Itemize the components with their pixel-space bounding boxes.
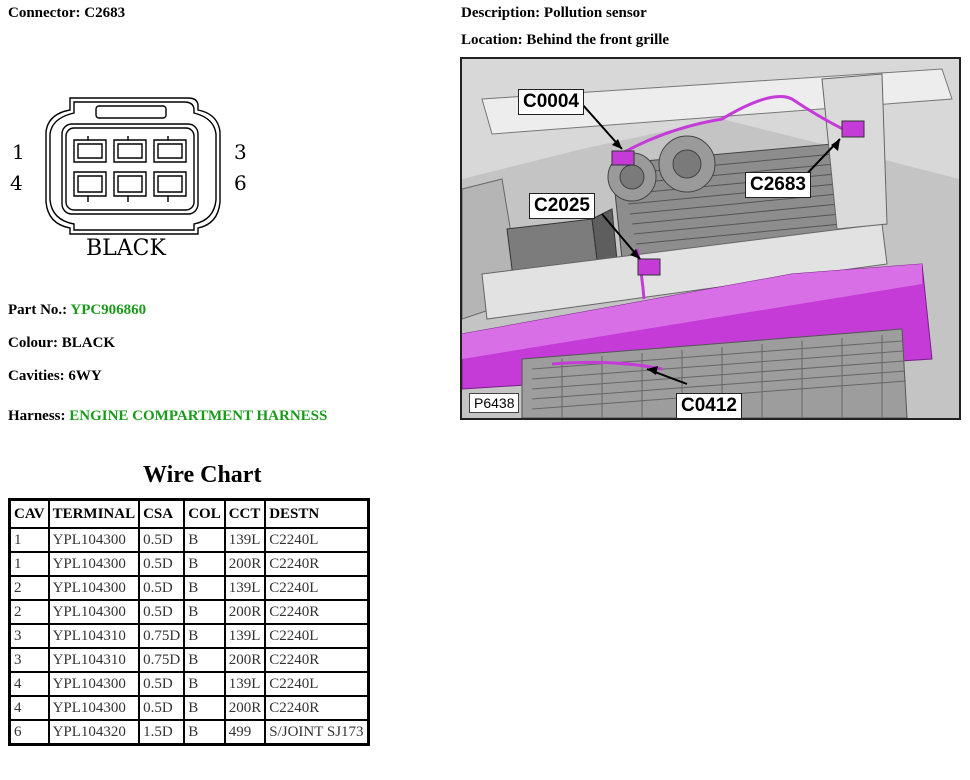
table-cell: 200R [225,552,266,576]
callout-c0004: C0004 [518,89,584,115]
table-cell: 139L [225,672,266,696]
table-cell: 0.5D [139,528,184,552]
table-cell: 0.5D [139,696,184,720]
col-header-destn: DESTN [265,500,368,529]
table-cell: B [184,720,225,745]
table-cell: 0.5D [139,552,184,576]
table-cell: B [184,600,225,624]
table-cell: C2240L [265,576,368,600]
table-cell: YPL104310 [49,624,140,648]
table-cell: 4 [10,672,49,696]
connector-face-diagram [8,92,248,267]
table-cell: 0.5D [139,576,184,600]
col-header-terminal: TERMINAL [49,500,140,529]
connector-value: C2683 [84,5,126,21]
colour-value: BLACK [61,335,116,351]
colour-line [8,335,115,352]
location-photo [460,57,961,420]
table-cell: YPL104300 [49,696,140,720]
table-cell: B [184,672,225,696]
table-cell: B [184,624,225,648]
table-cell: YPL104300 [49,672,140,696]
table-cell: B [184,576,225,600]
table-cell: 4 [10,696,49,720]
table-cell: C2240L [265,528,368,552]
connector-line [8,5,125,22]
description-value: Pollution sensor [543,5,647,21]
col-header-cct: CCT [225,500,266,529]
table-cell: 6 [10,720,49,745]
table-row [10,624,369,648]
diagram-colour-text: BLACK [86,236,166,261]
table-cell: YPL104300 [49,600,140,624]
table-cell: 0.75D [139,624,184,648]
pin-label-3: 3 [234,140,247,164]
table-cell: 2 [10,600,49,624]
table-cell: 1.5D [139,720,184,745]
table-cell: 0.5D [139,672,184,696]
callout-c2025: C2025 [529,193,595,219]
table-cell: 200R [225,696,266,720]
table-cell: YPL104300 [49,576,140,600]
cavities-line [8,368,102,385]
table-row [10,528,369,552]
wire-chart-title: Wire Chart [143,462,262,488]
table-cell: YPL104300 [49,552,140,576]
pin-label-6: 6 [234,171,247,195]
table-row [10,600,369,624]
description-label: Description: [461,5,541,21]
table-cell: 200R [225,600,266,624]
table-cell: YPL104300 [49,528,140,552]
col-header-cav: CAV [10,500,49,529]
col-header-csa: CSA [139,500,184,529]
pin-label-4: 4 [10,171,23,195]
part-no-line [8,302,146,319]
table-cell: S/JOINT SJ173 [265,720,368,745]
table-cell: 0.75D [139,648,184,672]
pin-label-1: 1 [12,140,25,164]
part-no-link[interactable]: YPC906860 [70,302,147,318]
table-cell: 0.5D [139,600,184,624]
figure-id: P6438 [469,393,519,413]
table-row [10,672,369,696]
table-cell: C2240R [265,552,368,576]
table-cell: C2240R [265,600,368,624]
table-row [10,576,369,600]
wire-chart-table [8,498,370,746]
part-no-label: Part No.: [8,302,68,318]
table-cell: 2 [10,576,49,600]
table-cell: C2240L [265,624,368,648]
cavities-label: Cavities: [8,368,65,384]
harness-label: Harness: [8,408,66,424]
table-cell: B [184,696,225,720]
table-cell: B [184,552,225,576]
table-cell: 139L [225,576,266,600]
harness-line [8,408,327,425]
callout-c2683: C2683 [745,172,811,198]
table-cell: C2240L [265,672,368,696]
table-row [10,696,369,720]
harness-link[interactable]: ENGINE COMPARTMENT HARNESS [69,408,328,424]
connector-label: Connector: [8,5,81,21]
location-line [461,32,669,49]
table-cell: 1 [10,528,49,552]
table-cell: C2240R [265,648,368,672]
location-value: Behind the front grille [526,32,670,48]
table-row [10,648,369,672]
col-header-col: COL [184,500,225,529]
colour-label: Colour: [8,335,58,351]
table-cell: B [184,528,225,552]
table-cell: B [184,648,225,672]
table-cell: 3 [10,648,49,672]
wire-chart-header-row [10,500,369,529]
table-row [10,720,369,745]
table-cell: 3 [10,624,49,648]
table-cell: 499 [225,720,266,745]
table-cell: 139L [225,624,266,648]
table-cell: C2240R [265,696,368,720]
location-label: Location: [461,32,523,48]
table-row [10,552,369,576]
description-line [461,5,647,22]
table-cell: 1 [10,552,49,576]
table-cell: YPL104320 [49,720,140,745]
cavities-value: 6WY [68,368,102,384]
table-cell: 139L [225,528,266,552]
table-cell: 200R [225,648,266,672]
table-cell: YPL104310 [49,648,140,672]
callout-c0412: C0412 [676,393,742,419]
